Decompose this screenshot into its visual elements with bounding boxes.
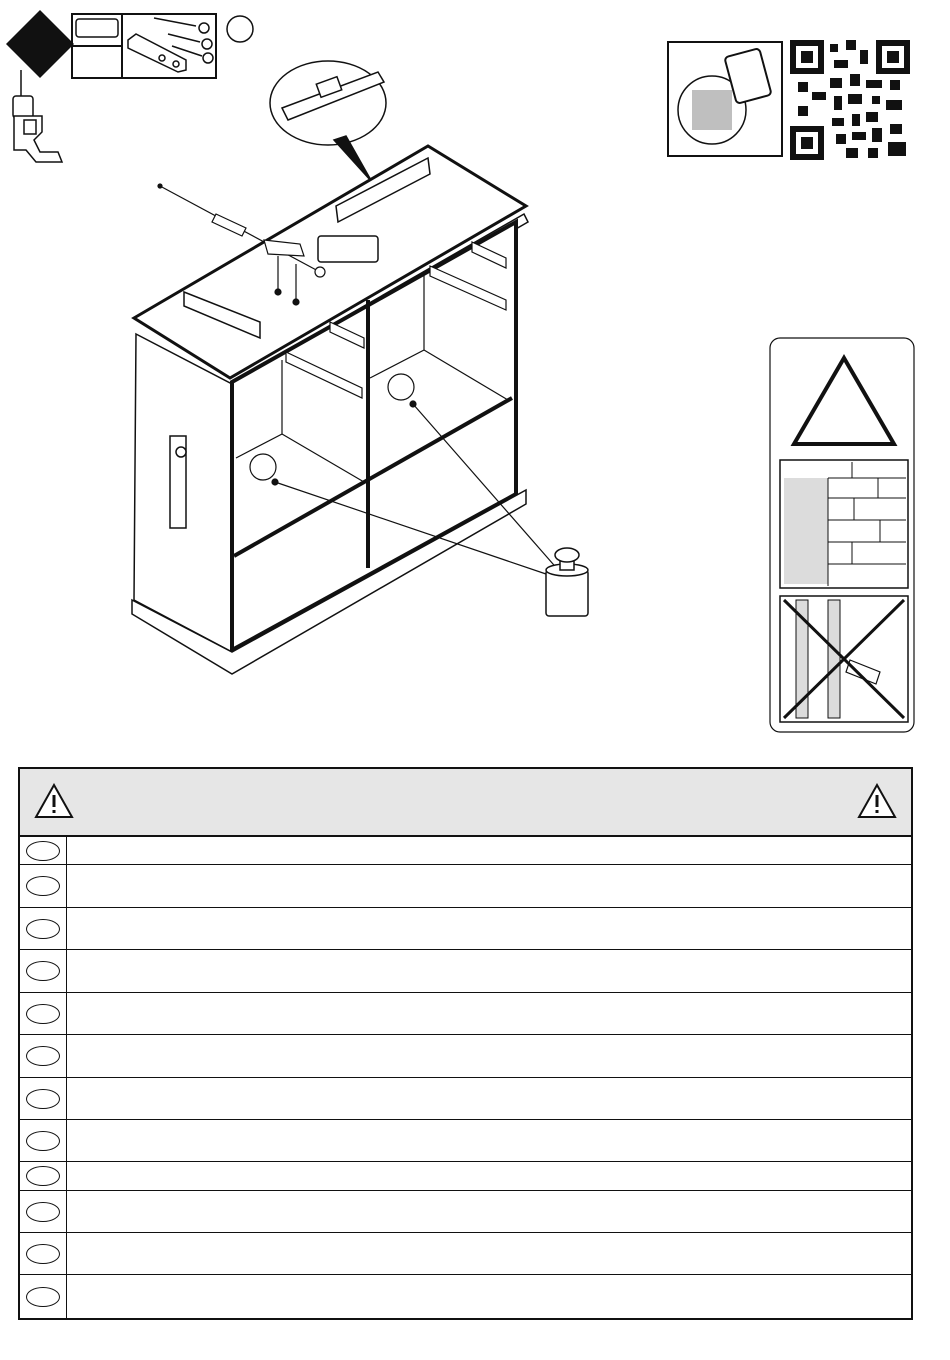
language-cell [20,1078,67,1119]
language-oval [26,876,60,896]
warning-row [20,1035,911,1078]
language-oval [26,841,60,861]
qr-code-icon [790,40,910,160]
language-oval [26,919,60,939]
label-box [318,236,378,262]
black-diamond-icon [6,10,74,78]
language-cell [20,1120,67,1161]
warning-table-header [20,769,911,837]
language-cell [20,1035,67,1077]
language-oval [26,1046,60,1066]
language-oval [26,1004,60,1024]
wall-bracket-icon [128,34,186,72]
language-cell [20,950,67,992]
spirit-level-magnifier [270,61,386,182]
language-oval [26,1131,60,1151]
language-cell [20,1162,67,1190]
language-oval [26,1287,60,1307]
weight-icon [546,548,588,616]
caution-panel [770,338,914,732]
warning-triangle-icon [34,783,74,819]
language-oval [26,1244,60,1264]
warning-row [20,1078,911,1120]
warning-row [20,1233,911,1275]
warning-triangle-icon [857,783,897,819]
language-cell [20,1191,67,1232]
warning-row [20,837,911,865]
language-cell [20,837,67,864]
warning-rows [20,837,911,1318]
warning-row [20,865,911,908]
drill-icon [13,70,62,162]
warning-row [20,1275,911,1318]
language-cell [20,1275,67,1318]
warning-table [18,767,913,1320]
warning-row [20,1162,911,1191]
language-oval [26,961,60,981]
smartphone-icon [668,42,782,156]
language-cell [20,908,67,949]
callout-circle [227,16,253,42]
warning-row [20,993,911,1035]
language-oval [26,1166,60,1186]
language-oval [26,1202,60,1222]
warning-row [20,1191,911,1233]
warning-row [20,950,911,993]
language-cell [20,993,67,1034]
language-oval [26,1089,60,1109]
language-cell [20,1233,67,1274]
cabinet [132,146,528,674]
language-cell [20,865,67,907]
warning-row [20,908,911,950]
warning-row [20,1120,911,1162]
